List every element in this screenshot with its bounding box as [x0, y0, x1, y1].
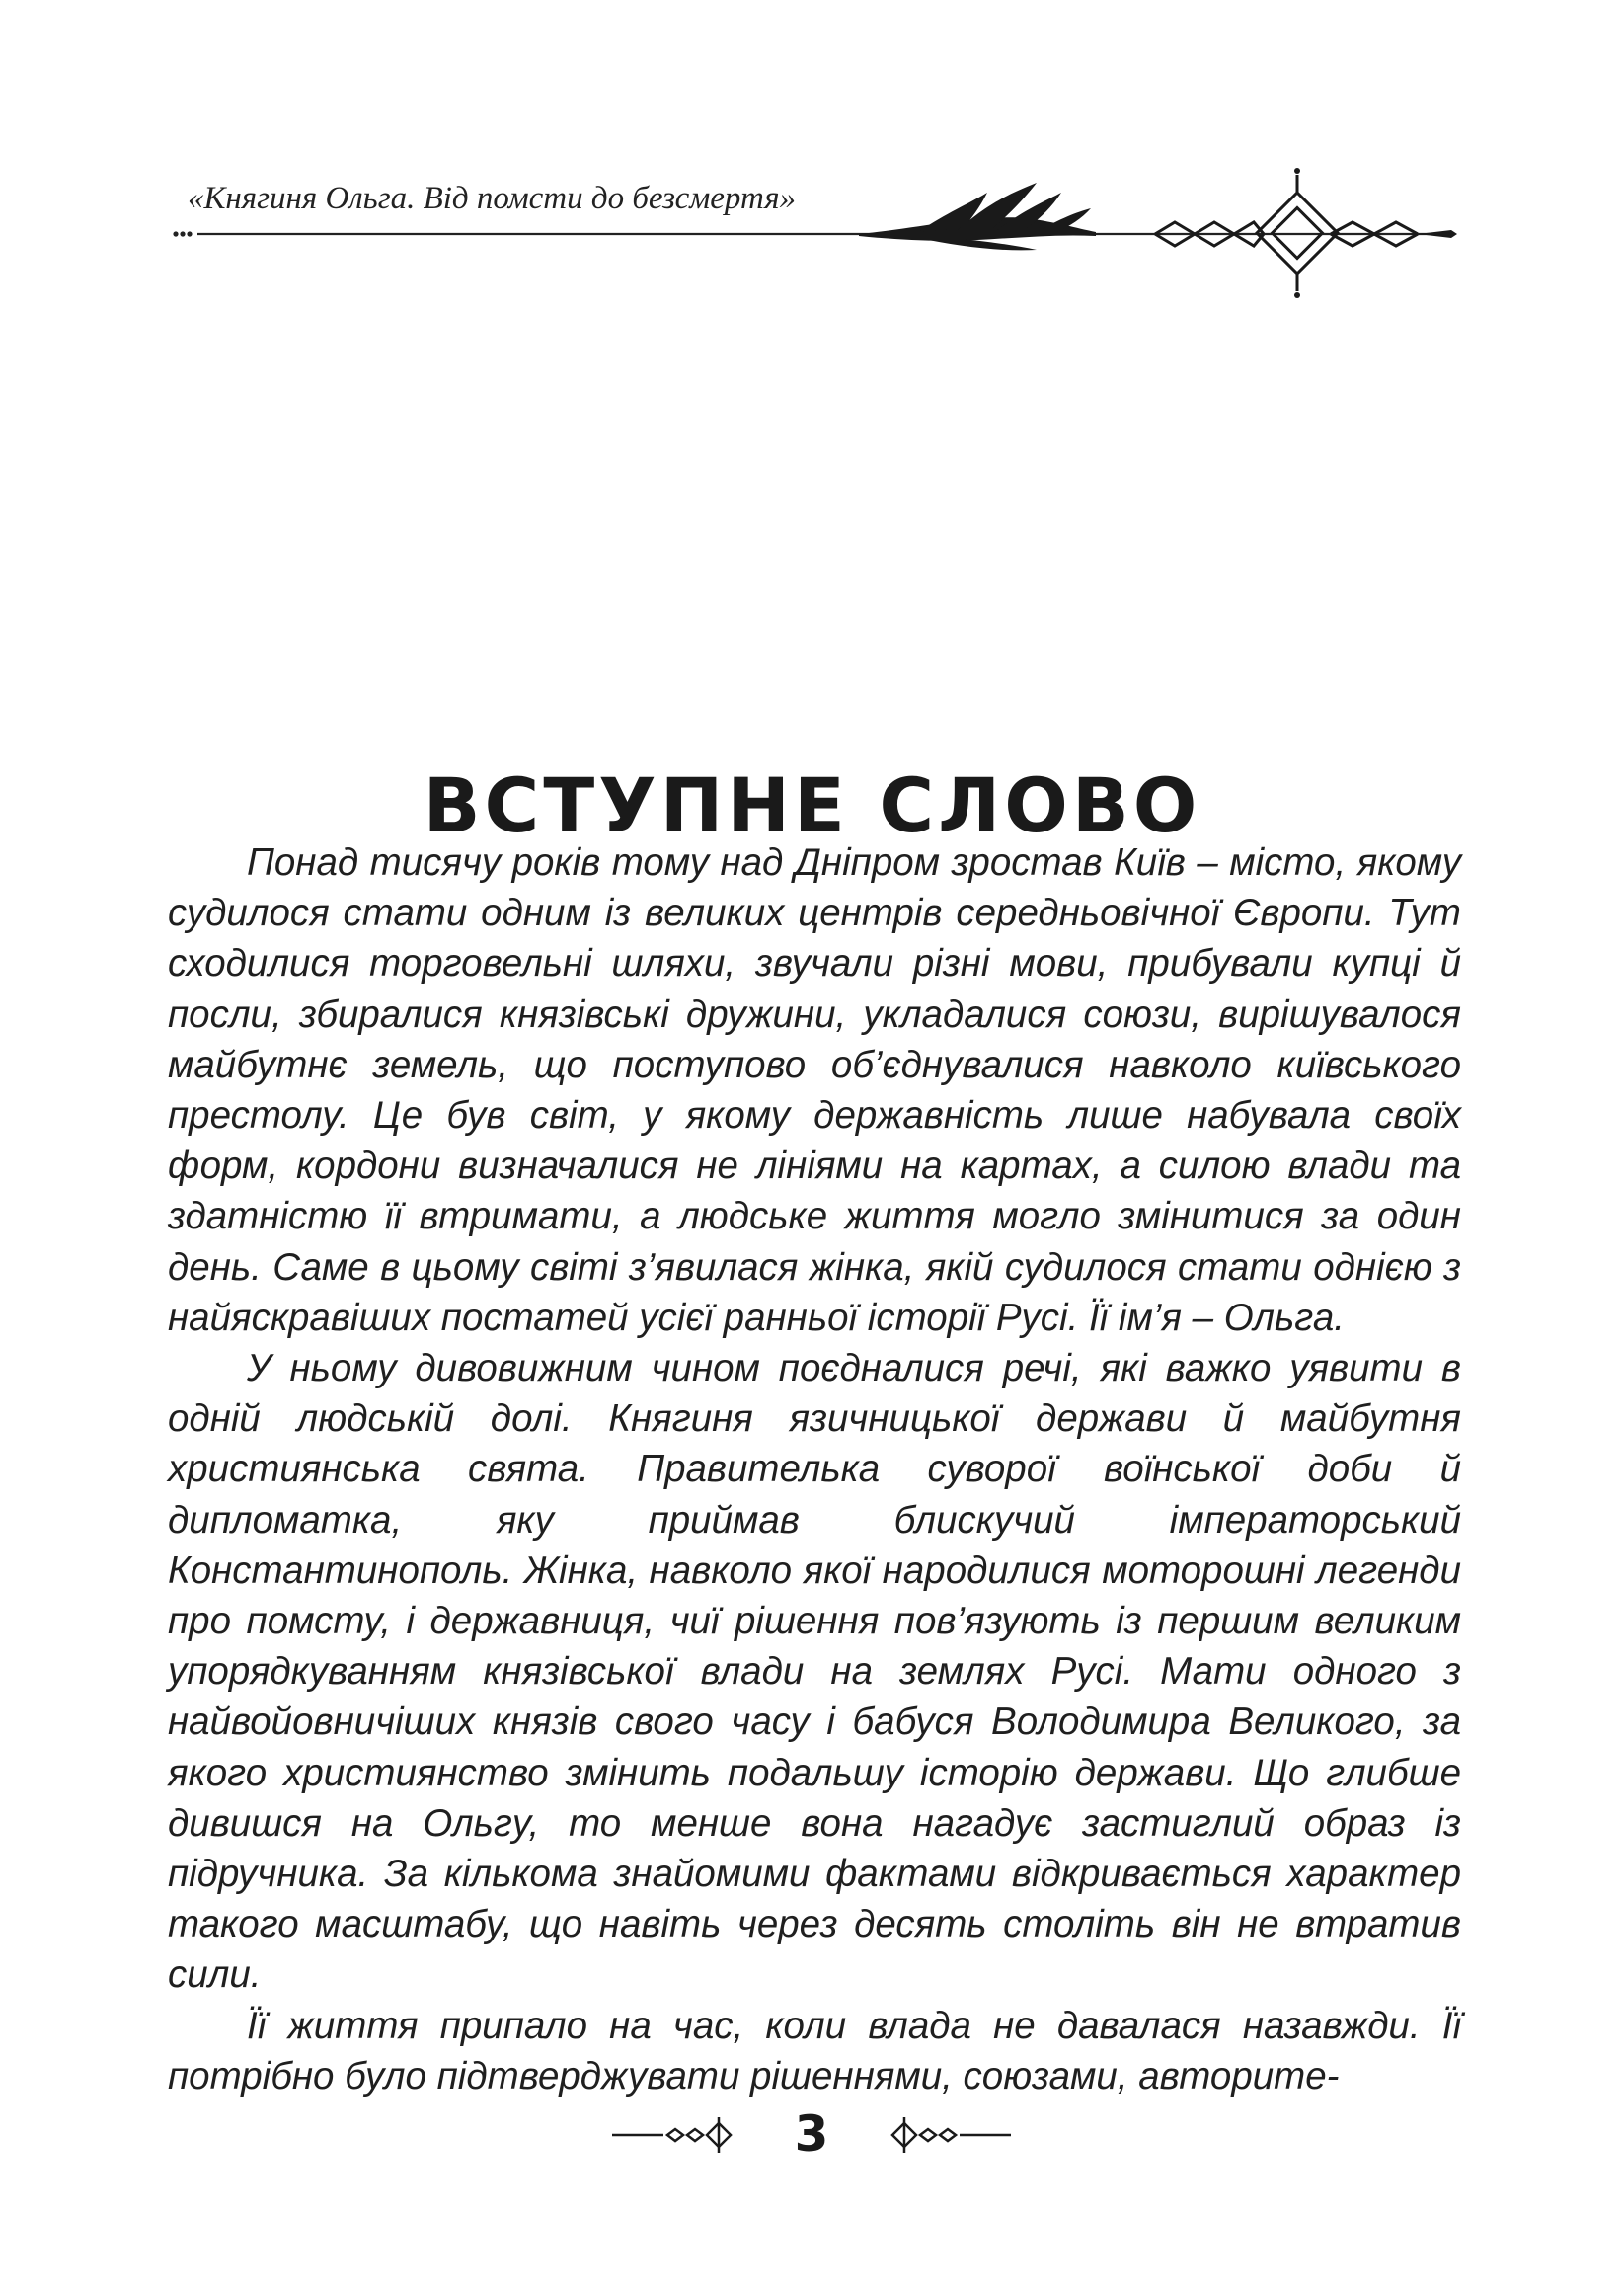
body-text [168, 837, 1461, 2101]
paragraph: Її життя припало на час, коли влада не давалася назавжди. Її потрібно було підтверджувати рішеннями, союзами, авторите- [168, 2004, 1461, 2098]
page-number: 3 [794, 2105, 829, 2163]
flame-ornament-icon [168, 153, 1461, 301]
paragraph: У ньому дивовижним чином поєдналися речі, які важко уявити в одній людській долі. Княгиня язичницької держави й майбутня християнська свята. Правителька суворої воїнської доби й дипломатка, яку приймав блискучий імператорський Константинополь. Жінка, навколо якої народилися моторошні легенди про помсту, і державниця, чиї рішення пов’язують із першим великим упорядкуванням князівської влади на землях Русі. Мати одного з найвойовничіших князів свого часу і бабуся Володимира Великого, за якого християнство змінить подальшу історію держави. Що глибше дивишся на Ольгу, то менше вона нагадує застиглий образ із підручника. За кількома знайомими фактами відкривається характер такого масштабу, що навіть через десять століть він не втратив сили. [168, 1347, 1461, 1997]
chapter-title: ВСТУПНЕ СЛОВО [423, 760, 1201, 849]
paragraph: Понад тисячу років тому над Дніпром зростав Київ – місто, якому судилося стати одним із великих центрів середньовічної Європи. Тут сходилися торговельні шляхи, звучали різні мови, прибували купці й посли, збиралися князівські дружини, укладалися союзи, вирішувалося майбутнє земель, що поступово об’єднувалися навколо київського престолу. Це був світ, у якому державність лише набувала своїх форм, кордони визначалися не лініями на картах, а силою влади та здатністю її втримати, а людське життя могло змінитися за один день. Саме в цьому світі з’явилася жінка, якій судилося стати однією з найяскравіших постатей усієї ранньої історії Русі. Її ім’я – Ольга. [168, 841, 1461, 1339]
page-header [168, 153, 1461, 301]
page-footer [0, 2101, 1624, 2180]
running-title: «Княгиня Ольга. Від помсти до безсмертя» [188, 181, 797, 216]
